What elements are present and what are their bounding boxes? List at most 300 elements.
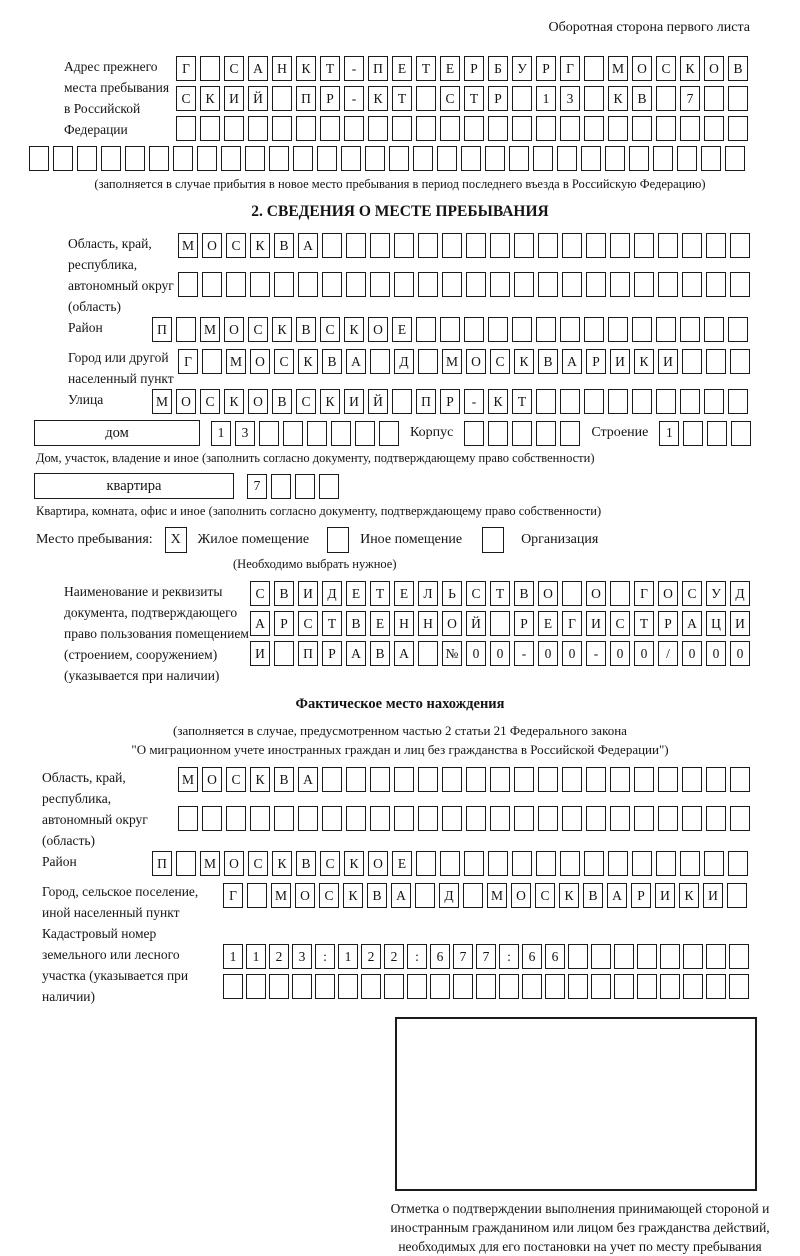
char-box[interactable] (53, 146, 73, 171)
char-box[interactable] (485, 146, 505, 171)
char-box[interactable] (538, 233, 558, 258)
char-box[interactable] (178, 272, 198, 297)
char-box[interactable] (660, 974, 680, 999)
char-box[interactable] (200, 116, 220, 141)
char-box[interactable] (560, 389, 580, 414)
char-box[interactable]: 7 (247, 474, 267, 499)
char-box[interactable]: Т (512, 389, 532, 414)
char-box[interactable] (584, 389, 604, 414)
char-box[interactable] (634, 272, 654, 297)
char-box[interactable]: - (344, 86, 364, 111)
char-box[interactable] (568, 944, 588, 969)
char-box[interactable] (509, 146, 529, 171)
char-box[interactable] (338, 974, 358, 999)
char-box[interactable] (610, 767, 630, 792)
char-box[interactable] (656, 86, 676, 111)
char-box[interactable] (562, 581, 582, 606)
char-box[interactable] (545, 974, 565, 999)
char-box[interactable]: О (202, 233, 222, 258)
char-box[interactable]: О (442, 611, 462, 636)
char-box[interactable]: 6 (522, 944, 542, 969)
char-box[interactable]: М (178, 233, 198, 258)
char-box[interactable] (586, 806, 606, 831)
char-box[interactable] (704, 851, 724, 876)
char-box[interactable] (488, 116, 508, 141)
char-box[interactable]: Т (490, 581, 510, 606)
char-box[interactable] (368, 116, 388, 141)
char-box[interactable] (178, 806, 198, 831)
char-box[interactable] (490, 611, 510, 636)
char-box[interactable] (464, 421, 484, 446)
char-box[interactable] (536, 421, 556, 446)
char-box[interactable] (637, 974, 657, 999)
char-box[interactable]: М (152, 389, 172, 414)
char-box[interactable] (536, 317, 556, 342)
char-box[interactable] (341, 146, 361, 171)
char-box[interactable] (173, 146, 193, 171)
char-box[interactable] (512, 317, 532, 342)
char-box[interactable] (512, 86, 532, 111)
char-box[interactable] (490, 233, 510, 258)
char-box[interactable]: К (250, 767, 270, 792)
char-box[interactable]: А (346, 641, 366, 666)
char-box[interactable]: М (487, 883, 507, 908)
char-box[interactable]: 0 (538, 641, 558, 666)
char-box[interactable] (269, 974, 289, 999)
char-box[interactable]: К (608, 86, 628, 111)
char-box[interactable] (584, 116, 604, 141)
char-box[interactable] (560, 851, 580, 876)
char-box[interactable]: С (440, 86, 460, 111)
char-box[interactable] (725, 146, 745, 171)
char-box[interactable]: И (730, 611, 750, 636)
char-box[interactable] (392, 389, 412, 414)
char-box[interactable]: П (298, 641, 318, 666)
char-box[interactable] (682, 806, 702, 831)
char-box[interactable] (176, 851, 196, 876)
char-box[interactable]: Н (394, 611, 414, 636)
char-box[interactable] (634, 767, 654, 792)
char-box[interactable] (394, 272, 414, 297)
char-box[interactable]: К (272, 317, 292, 342)
char-box[interactable] (250, 806, 270, 831)
char-box[interactable] (656, 389, 676, 414)
char-box[interactable]: 2 (269, 944, 289, 969)
char-box[interactable] (416, 317, 436, 342)
char-box[interactable] (730, 349, 750, 374)
char-box[interactable] (634, 806, 654, 831)
char-box[interactable]: 0 (490, 641, 510, 666)
char-box[interactable] (729, 944, 749, 969)
char-box[interactable] (536, 389, 556, 414)
char-box[interactable]: В (367, 883, 387, 908)
char-box[interactable]: Р (440, 389, 460, 414)
char-box[interactable]: Ц (706, 611, 726, 636)
char-box[interactable] (418, 233, 438, 258)
char-box[interactable] (248, 116, 268, 141)
char-box[interactable]: В (296, 317, 316, 342)
char-box[interactable] (680, 851, 700, 876)
char-box[interactable]: В (370, 641, 390, 666)
char-box[interactable] (605, 146, 625, 171)
char-box[interactable]: Е (538, 611, 558, 636)
char-box[interactable]: Г (178, 349, 198, 374)
char-box[interactable]: Р (631, 883, 651, 908)
char-box[interactable] (197, 146, 217, 171)
char-box[interactable]: Р (488, 86, 508, 111)
char-box[interactable]: П (152, 851, 172, 876)
char-box[interactable] (293, 146, 313, 171)
char-box[interactable]: П (416, 389, 436, 414)
char-box[interactable]: О (224, 317, 244, 342)
char-box[interactable]: О (511, 883, 531, 908)
char-box[interactable]: К (634, 349, 654, 374)
char-box[interactable]: О (224, 851, 244, 876)
char-box[interactable] (536, 116, 556, 141)
char-box[interactable] (581, 146, 601, 171)
char-box[interactable] (29, 146, 49, 171)
char-box[interactable] (418, 272, 438, 297)
char-box[interactable] (344, 116, 364, 141)
char-box[interactable]: О (704, 56, 724, 81)
char-box[interactable] (632, 389, 652, 414)
char-box[interactable]: К (250, 233, 270, 258)
char-box[interactable] (682, 767, 702, 792)
char-box[interactable]: 7 (680, 86, 700, 111)
char-box[interactable]: В (272, 389, 292, 414)
char-box[interactable]: С (682, 581, 702, 606)
char-box[interactable]: К (343, 883, 363, 908)
char-box[interactable]: У (512, 56, 532, 81)
char-box[interactable] (202, 349, 222, 374)
char-box[interactable] (416, 116, 436, 141)
char-box[interactable]: - (464, 389, 484, 414)
house-field-box[interactable]: дом (34, 420, 200, 446)
char-box[interactable]: № (442, 641, 462, 666)
char-box[interactable] (413, 146, 433, 171)
char-box[interactable]: О (586, 581, 606, 606)
char-box[interactable] (440, 116, 460, 141)
char-box[interactable]: О (176, 389, 196, 414)
char-box[interactable] (706, 272, 726, 297)
char-box[interactable] (223, 974, 243, 999)
char-box[interactable] (586, 767, 606, 792)
char-box[interactable] (680, 317, 700, 342)
char-box[interactable]: Т (320, 56, 340, 81)
char-box[interactable] (562, 272, 582, 297)
char-box[interactable] (466, 806, 486, 831)
char-box[interactable] (274, 806, 294, 831)
char-box[interactable]: Т (634, 611, 654, 636)
char-box[interactable]: С (176, 86, 196, 111)
char-box[interactable]: 2 (384, 944, 404, 969)
char-box[interactable] (298, 806, 318, 831)
char-box[interactable] (560, 317, 580, 342)
char-box[interactable] (269, 146, 289, 171)
char-box[interactable]: Р (586, 349, 606, 374)
char-box[interactable]: К (680, 56, 700, 81)
char-box[interactable]: К (488, 389, 508, 414)
char-box[interactable] (608, 389, 628, 414)
char-box[interactable] (706, 974, 726, 999)
char-box[interactable] (656, 851, 676, 876)
char-box[interactable]: С (319, 883, 339, 908)
char-box[interactable]: У (706, 581, 726, 606)
char-box[interactable]: Г (634, 581, 654, 606)
char-box[interactable]: Д (730, 581, 750, 606)
char-box[interactable] (658, 272, 678, 297)
char-box[interactable] (730, 806, 750, 831)
char-box[interactable]: С (298, 611, 318, 636)
char-box[interactable] (221, 146, 241, 171)
char-box[interactable]: С (656, 56, 676, 81)
char-box[interactable] (355, 421, 375, 446)
char-box[interactable]: С (248, 317, 268, 342)
char-box[interactable] (560, 421, 580, 446)
char-box[interactable]: С (535, 883, 555, 908)
char-box[interactable]: А (346, 349, 366, 374)
char-box[interactable]: 1 (338, 944, 358, 969)
char-box[interactable] (295, 474, 315, 499)
char-box[interactable] (610, 272, 630, 297)
char-box[interactable] (562, 233, 582, 258)
char-box[interactable] (680, 389, 700, 414)
char-box[interactable] (430, 974, 450, 999)
char-box[interactable] (466, 272, 486, 297)
char-box[interactable] (418, 349, 438, 374)
char-box[interactable] (658, 767, 678, 792)
char-box[interactable]: 0 (466, 641, 486, 666)
char-box[interactable] (298, 272, 318, 297)
char-box[interactable] (259, 421, 279, 446)
char-box[interactable] (512, 116, 532, 141)
char-box[interactable] (608, 317, 628, 342)
char-box[interactable] (247, 883, 267, 908)
char-box[interactable] (728, 317, 748, 342)
char-box[interactable]: Е (370, 611, 390, 636)
char-box[interactable] (538, 272, 558, 297)
char-box[interactable] (629, 146, 649, 171)
checkbox-inoe[interactable] (327, 527, 349, 553)
char-box[interactable]: Р (320, 86, 340, 111)
char-box[interactable] (730, 272, 750, 297)
char-box[interactable] (632, 317, 652, 342)
char-box[interactable]: В (274, 233, 294, 258)
char-box[interactable] (224, 116, 244, 141)
char-box[interactable]: М (271, 883, 291, 908)
char-box[interactable]: К (298, 349, 318, 374)
char-box[interactable]: К (368, 86, 388, 111)
char-box[interactable]: Й (368, 389, 388, 414)
char-box[interactable] (379, 421, 399, 446)
char-box[interactable] (728, 389, 748, 414)
char-box[interactable]: А (250, 611, 270, 636)
char-box[interactable] (370, 233, 390, 258)
char-box[interactable] (440, 317, 460, 342)
char-box[interactable] (370, 806, 390, 831)
char-box[interactable] (490, 767, 510, 792)
char-box[interactable] (272, 86, 292, 111)
char-box[interactable] (704, 86, 724, 111)
char-box[interactable]: О (368, 851, 388, 876)
char-box[interactable]: Г (562, 611, 582, 636)
char-box[interactable] (584, 86, 604, 111)
char-box[interactable]: Е (346, 581, 366, 606)
char-box[interactable]: О (538, 581, 558, 606)
char-box[interactable] (538, 806, 558, 831)
char-box[interactable]: И (250, 641, 270, 666)
char-box[interactable] (706, 944, 726, 969)
char-box[interactable] (389, 146, 409, 171)
char-box[interactable]: Б (488, 56, 508, 81)
checkbox-zhiloe[interactable]: X (165, 527, 187, 553)
char-box[interactable]: 6 (545, 944, 565, 969)
char-box[interactable]: Р (322, 641, 342, 666)
char-box[interactable] (418, 806, 438, 831)
char-box[interactable] (200, 56, 220, 81)
char-box[interactable]: Е (440, 56, 460, 81)
char-box[interactable] (682, 349, 702, 374)
char-box[interactable]: 7 (453, 944, 473, 969)
char-box[interactable]: М (200, 851, 220, 876)
char-box[interactable] (370, 767, 390, 792)
char-box[interactable]: А (682, 611, 702, 636)
char-box[interactable] (656, 116, 676, 141)
char-box[interactable]: О (248, 389, 268, 414)
char-box[interactable]: К (272, 851, 292, 876)
char-box[interactable] (315, 974, 335, 999)
char-box[interactable]: Т (370, 581, 390, 606)
char-box[interactable] (584, 317, 604, 342)
char-box[interactable] (442, 272, 462, 297)
char-box[interactable] (730, 233, 750, 258)
char-box[interactable] (512, 421, 532, 446)
char-box[interactable] (370, 272, 390, 297)
char-box[interactable] (704, 389, 724, 414)
char-box[interactable]: Е (392, 56, 412, 81)
char-box[interactable] (608, 851, 628, 876)
char-box[interactable] (322, 806, 342, 831)
char-box[interactable]: С (200, 389, 220, 414)
char-box[interactable]: / (658, 641, 678, 666)
char-box[interactable]: К (296, 56, 316, 81)
char-box[interactable]: А (394, 641, 414, 666)
char-box[interactable] (562, 806, 582, 831)
char-box[interactable] (728, 116, 748, 141)
char-box[interactable] (706, 349, 726, 374)
char-box[interactable]: 0 (562, 641, 582, 666)
char-box[interactable] (706, 806, 726, 831)
char-box[interactable] (522, 974, 542, 999)
char-box[interactable] (384, 974, 404, 999)
char-box[interactable]: М (608, 56, 628, 81)
char-box[interactable] (533, 146, 553, 171)
char-box[interactable] (488, 421, 508, 446)
char-box[interactable]: К (679, 883, 699, 908)
char-box[interactable] (729, 974, 749, 999)
char-box[interactable] (680, 116, 700, 141)
char-box[interactable]: : (499, 944, 519, 969)
char-box[interactable] (346, 767, 366, 792)
char-box[interactable] (466, 767, 486, 792)
char-box[interactable]: В (514, 581, 534, 606)
char-box[interactable]: С (250, 581, 270, 606)
char-box[interactable] (660, 944, 680, 969)
char-box[interactable] (442, 767, 462, 792)
char-box[interactable] (274, 272, 294, 297)
char-box[interactable] (453, 974, 473, 999)
char-box[interactable]: Н (272, 56, 292, 81)
char-box[interactable] (683, 974, 703, 999)
char-box[interactable]: К (514, 349, 534, 374)
char-box[interactable]: В (274, 581, 294, 606)
char-box[interactable] (584, 851, 604, 876)
char-box[interactable] (731, 421, 751, 446)
char-box[interactable] (632, 116, 652, 141)
char-box[interactable] (149, 146, 169, 171)
char-box[interactable] (706, 767, 726, 792)
char-box[interactable]: П (368, 56, 388, 81)
char-box[interactable]: М (226, 349, 246, 374)
char-box[interactable] (331, 421, 351, 446)
char-box[interactable] (586, 272, 606, 297)
char-box[interactable]: Т (392, 86, 412, 111)
char-box[interactable] (226, 272, 246, 297)
char-box[interactable] (488, 317, 508, 342)
char-box[interactable]: М (200, 317, 220, 342)
char-box[interactable]: Е (394, 581, 414, 606)
char-box[interactable] (728, 86, 748, 111)
char-box[interactable] (586, 233, 606, 258)
char-box[interactable] (202, 806, 222, 831)
char-box[interactable] (274, 641, 294, 666)
char-box[interactable] (683, 421, 703, 446)
char-box[interactable] (653, 146, 673, 171)
char-box[interactable] (634, 233, 654, 258)
char-box[interactable] (707, 421, 727, 446)
char-box[interactable] (442, 233, 462, 258)
char-box[interactable]: 0 (682, 641, 702, 666)
char-box[interactable]: С (248, 851, 268, 876)
char-box[interactable] (322, 272, 342, 297)
char-box[interactable] (584, 56, 604, 81)
char-box[interactable] (610, 581, 630, 606)
char-box[interactable] (416, 851, 436, 876)
char-box[interactable]: 1 (536, 86, 556, 111)
char-box[interactable]: А (298, 767, 318, 792)
char-box[interactable] (407, 974, 427, 999)
char-box[interactable]: Р (274, 611, 294, 636)
char-box[interactable] (490, 272, 510, 297)
char-box[interactable]: Н (418, 611, 438, 636)
char-box[interactable]: С (226, 767, 246, 792)
char-box[interactable] (322, 767, 342, 792)
char-box[interactable]: Ь (442, 581, 462, 606)
char-box[interactable]: О (295, 883, 315, 908)
char-box[interactable]: 6 (430, 944, 450, 969)
char-box[interactable] (394, 767, 414, 792)
char-box[interactable] (394, 806, 414, 831)
char-box[interactable] (683, 944, 703, 969)
char-box[interactable]: С (466, 581, 486, 606)
char-box[interactable]: Т (322, 611, 342, 636)
char-box[interactable]: В (583, 883, 603, 908)
char-box[interactable] (514, 272, 534, 297)
char-box[interactable] (706, 233, 726, 258)
char-box[interactable] (77, 146, 97, 171)
char-box[interactable]: Г (223, 883, 243, 908)
char-box[interactable] (591, 944, 611, 969)
